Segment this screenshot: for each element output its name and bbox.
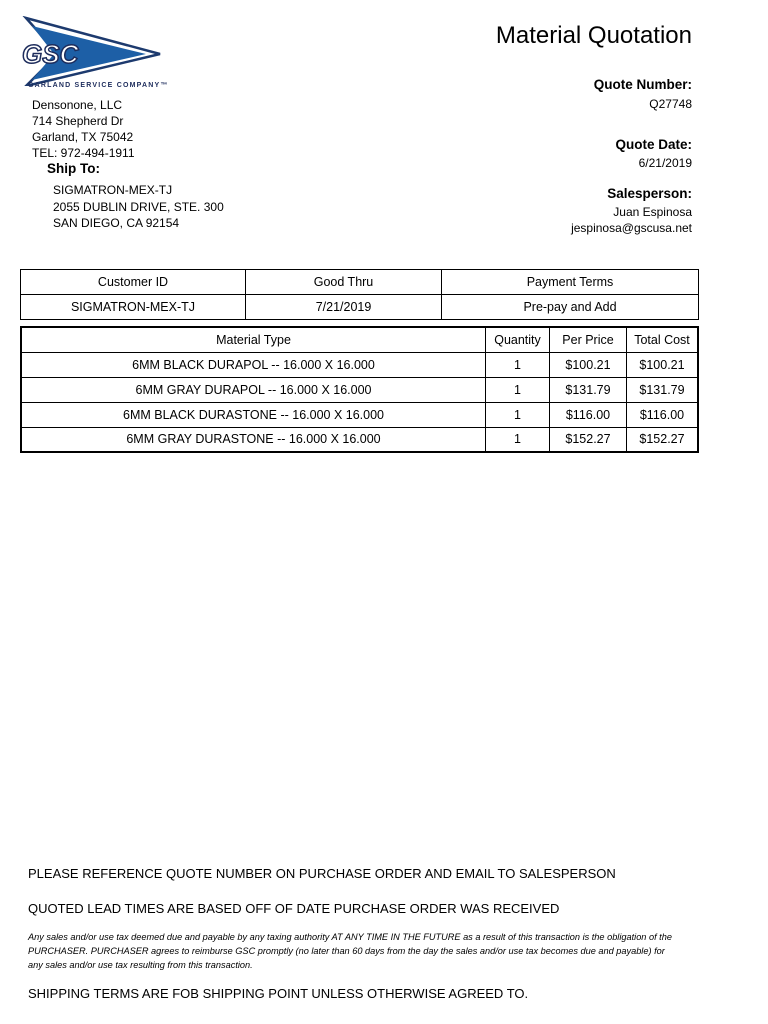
reference-notice: PLEASE REFERENCE QUOTE NUMBER ON PURCHASE ORDER AND EMAIL TO SALESPERSON	[28, 866, 616, 881]
table-row	[21, 402, 698, 427]
total-cost-cell: $100.21	[627, 352, 699, 377]
company-address	[32, 97, 135, 161]
summary-value-cell: Pre-pay and Add	[442, 295, 699, 320]
gsc-logo-icon	[18, 16, 168, 86]
material-type-cell: 6MM GRAY DURAPOL -- 16.000 X 16.000	[21, 377, 486, 402]
total-cost-cell: $131.79	[627, 377, 699, 402]
table-row	[21, 427, 698, 452]
lead-times-notice: QUOTED LEAD TIMES ARE BASED OFF OF DATE PURCHASE ORDER WAS RECEIVED	[28, 901, 560, 916]
ship-to-city: SAN DIEGO, CA 92154	[53, 216, 180, 230]
company-phone: TEL: 972-494-1911	[32, 146, 135, 160]
logo-text: GSC	[22, 39, 79, 69]
quote-date-label: Quote Date:	[615, 137, 692, 152]
material-type-cell: 6MM GRAY DURASTONE -- 16.000 X 16.000	[21, 427, 486, 452]
quote-number: Q27748	[649, 97, 692, 111]
summary-table	[20, 269, 699, 320]
logo-subtitle: GARLAND SERVICE COMPANY™	[28, 82, 169, 89]
summary-value-cell: 7/21/2019	[246, 295, 442, 320]
per-price-cell: $100.21	[550, 352, 627, 377]
quantity-cell: 1	[486, 402, 550, 427]
summary-header-cell: Payment Terms	[442, 270, 699, 295]
total-cost-cell: $152.27	[627, 427, 699, 452]
items-header-cell: Per Price	[550, 327, 627, 352]
tax-disclaimer: Any sales and/or use tax deemed due and payable by any taxing authority AT ANY TIME IN THE FUTURE as a result of this transaction is the obligation of the PURCHASER. PURCHASER agrees to reimburse GSC promptly (no later than 60 days from the day the sales and/or use tax becomes due and payable) for any sales and/or use tax resulting from this transaction.	[28, 932, 672, 971]
material-type-cell: 6MM BLACK DURAPOL -- 16.000 X 16.000	[21, 352, 486, 377]
quantity-cell: 1	[486, 377, 550, 402]
company-city: Garland, TX 75042	[32, 130, 134, 144]
table-row	[21, 352, 698, 377]
material-type-cell: 6MM BLACK DURASTONE -- 16.000 X 16.000	[21, 402, 486, 427]
items-header-cell: Material Type	[21, 327, 486, 352]
quantity-cell: 1	[486, 352, 550, 377]
salesperson-name: Juan Espinosa	[613, 205, 692, 219]
summary-value-row	[21, 295, 699, 320]
items-table	[20, 326, 699, 453]
summary-value-cell: SIGMATRON-MEX-TJ	[21, 295, 246, 320]
items-header-row	[21, 327, 698, 352]
company-name: Densonone, LLC	[32, 98, 123, 112]
ship-to-street: 2055 DUBLIN DRIVE, STE. 300	[53, 199, 224, 214]
ship-to-address	[53, 182, 224, 232]
salesperson-label: Salesperson:	[607, 186, 692, 201]
quote-date: 6/21/2019	[638, 156, 692, 170]
shipping-terms-notice: SHIPPING TERMS ARE FOB SHIPPING POINT UNLESS OTHERWISE AGREED TO.	[28, 986, 529, 1001]
table-row	[21, 377, 698, 402]
items-header-cell: Quantity	[486, 327, 550, 352]
per-price-cell: $152.27	[550, 427, 627, 452]
items-header-cell: Total Cost	[627, 327, 699, 352]
page-title: Material Quotation	[495, 22, 692, 49]
summary-header-cell: Customer ID	[21, 270, 246, 295]
total-cost-cell: $116.00	[627, 402, 699, 427]
salesperson-email: jespinosa@gscusa.net	[571, 221, 692, 235]
per-price-cell: $131.79	[550, 377, 627, 402]
per-price-cell: $116.00	[550, 402, 627, 427]
quote-number-label: Quote Number:	[593, 77, 692, 92]
quantity-cell: 1	[486, 427, 550, 452]
company-street: 714 Shepherd Dr	[32, 114, 124, 128]
ship-to-name: SIGMATRON-MEX-TJ	[53, 183, 173, 197]
summary-header-cell: Good Thru	[246, 270, 442, 295]
ship-to-label: Ship To:	[47, 161, 100, 176]
summary-header-row	[21, 270, 699, 295]
